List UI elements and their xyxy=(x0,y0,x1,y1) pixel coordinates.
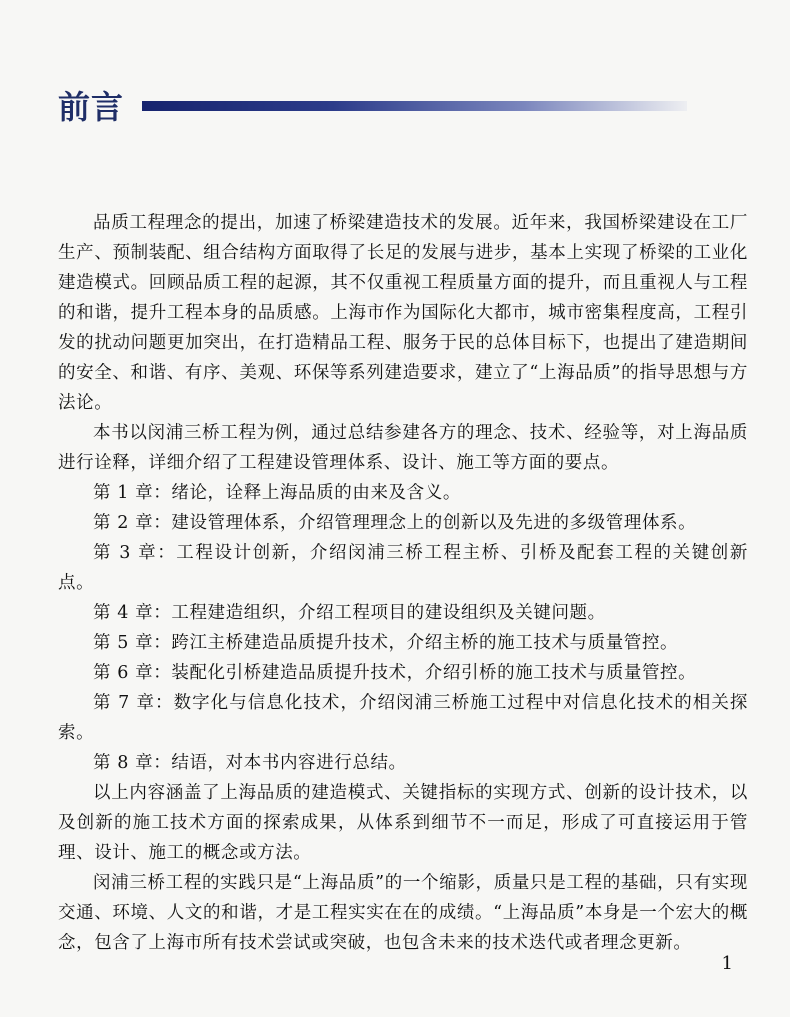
chapter-summary-5: 第 5 章：跨江主桥建造品质提升技术，介绍主桥的施工技术与质量管控。 xyxy=(93,633,679,653)
heading-decorative-bar xyxy=(142,101,687,111)
chapter-summary-1: 第 1 章：绪论，诠释上海品质的由来及含义。 xyxy=(93,483,461,503)
paragraph-content-summary: 以上内容涵盖了上海品质的建造模式、关键指标的实现方式、创新的设计技术，以及创新的施工技术方面的探索成果，从体系到细节不一而足，形成了可直接运用于管理、设计、施工的概念或方法。 xyxy=(58,783,748,863)
chapter-summary-6: 第 6 章：装配化引桥建造品质提升技术，介绍引桥的施工技术与质量管控。 xyxy=(93,663,697,683)
chapter-heading xyxy=(58,86,124,128)
chapter-summary-2: 第 2 章：建设管理体系，介绍管理理念上的创新以及先进的多级管理体系。 xyxy=(93,513,697,533)
page-title: 前言 xyxy=(58,88,125,126)
paragraph-book-overview: 本书以闵浦三桥工程为例，通过总结参建各方的理念、技术、经验等，对上海品质进行诠释，详细介绍了工程建设管理体系、设计、施工等方面的要点。 xyxy=(58,423,748,473)
preface-body xyxy=(58,208,748,958)
paragraph-conclusion: 闵浦三桥工程的实践只是“上海品质”的一个缩影，质量只是工程的基础，只有实现交通、环境、人文的和谐，才是工程实实在在的成绩。“上海品质”本身是一个宏大的概念，包含了上海市所有技术尝试或突破，也包含未来的技术迭代或者理念更新。 xyxy=(58,873,748,953)
chapter-summary-7: 第 7 章：数字化与信息化技术，介绍闵浦三桥施工过程中对信息化技术的相关探索。 xyxy=(58,693,748,743)
chapter-summary-4: 第 4 章：工程建造组织，介绍工程项目的建设组织及关键问题。 xyxy=(93,603,606,623)
chapter-summary-3: 第 3 章：工程设计创新，介绍闵浦三桥工程主桥、引桥及配套工程的关键创新点。 xyxy=(58,543,748,593)
page-number: 1 xyxy=(721,953,733,974)
chapter-summary-8: 第 8 章：结语，对本书内容进行总结。 xyxy=(93,753,407,773)
paragraph-intro: 品质工程理念的提出，加速了桥梁建造技术的发展。近年来，我国桥梁建设在工厂生产、预制装配、组合结构方面取得了长足的发展与进步，基本上实现了桥梁的工业化建造模式。回顾品质工程的起源，其不仅重视工程质量方面的提升，而且重视人与工程的和谐，提升工程本身的品质感。上海市作为国际化大都市，城市密集程度高，工程引发的扰动问题更加突出，在打造精品工程、服务于民的总体目标下，也提出了建造期间的安全、和谐、有序、美观、环保等系列建造要求，建立了“上海品质”的指导思想与方法论。 xyxy=(58,213,748,413)
